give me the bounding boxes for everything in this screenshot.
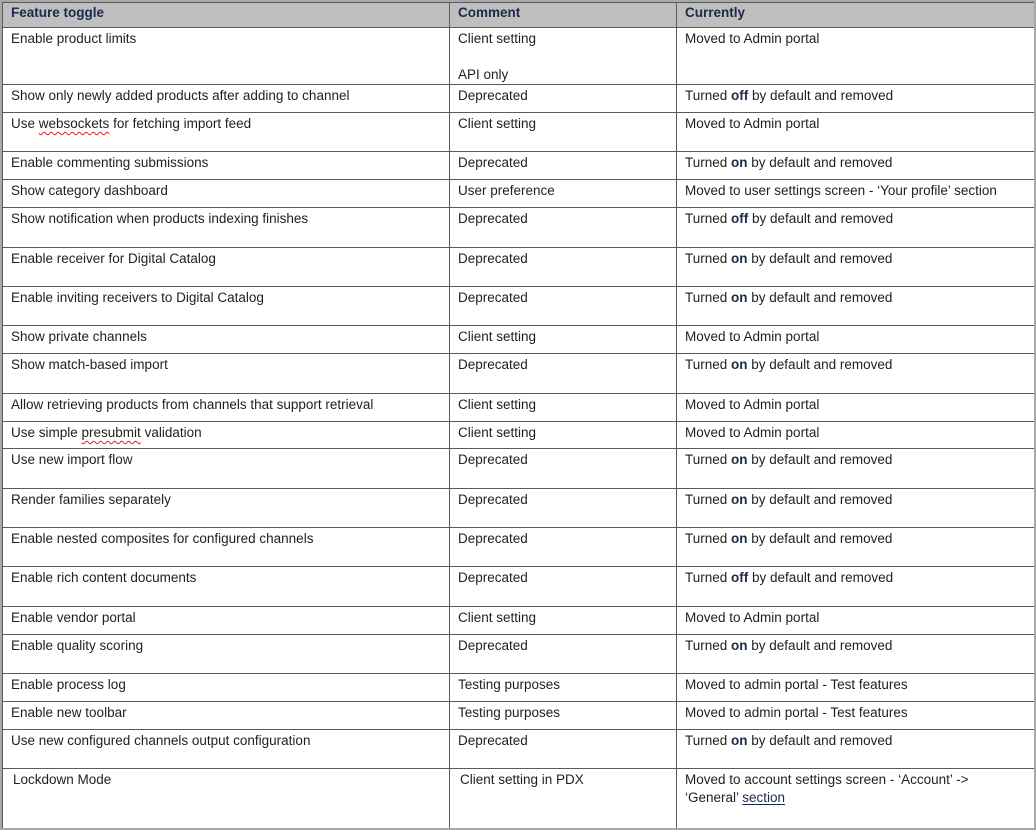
status-cell [677, 248, 1035, 287]
status-emphasis: on [731, 638, 748, 653]
status-text: by default and removed [748, 211, 894, 226]
feature-cell: Allow retrieving products from channels that support retrieval [3, 394, 450, 422]
feature-text: validation [140, 425, 202, 440]
status-cell: Moved to Admin portal [677, 607, 1035, 635]
comment-cell: Deprecated [450, 635, 677, 674]
header-feature-toggle: Feature toggle [3, 3, 450, 28]
feature-cell: Use new configured channels output configuration [3, 730, 450, 769]
status-text: by default and removed [747, 357, 893, 372]
table-row [3, 489, 1035, 528]
feature-cell: Enable commenting submissions [3, 152, 450, 180]
status-cell [677, 287, 1035, 326]
feature-cell: Enable vendor portal [3, 607, 450, 635]
table-row [3, 287, 1035, 326]
feature-cell: Show only newly added products after adding to channel [3, 85, 450, 113]
feature-cell: Use new import flow [3, 449, 450, 489]
status-cell [677, 208, 1035, 248]
status-text: by default and removed [747, 733, 893, 748]
document-page [2, 2, 1034, 828]
status-cell [677, 567, 1035, 607]
feature-cell: Show private channels [3, 326, 450, 354]
status-text: by default and removed [747, 638, 893, 653]
status-emphasis: on [731, 290, 748, 305]
comment-cell [450, 28, 677, 85]
table-row [3, 769, 1035, 829]
comment-cell: Client setting [450, 113, 677, 152]
table-row [3, 152, 1035, 180]
status-text: Turned [685, 88, 732, 103]
table-row [3, 528, 1035, 567]
status-emphasis: on [731, 733, 748, 748]
spellcheck-marked-word[interactable]: presubmit [81, 425, 141, 440]
table-row [3, 635, 1035, 674]
table-row [3, 354, 1035, 394]
status-cell [677, 635, 1035, 674]
table-row [3, 730, 1035, 769]
comment-cell: Testing purposes [450, 674, 677, 702]
status-cell: Moved to Admin portal [677, 422, 1035, 449]
feature-cell: Show match-based import [3, 354, 450, 394]
comment-cell: Deprecated [450, 354, 677, 394]
comment-cell: Deprecated [450, 85, 677, 113]
comment-cell: Deprecated [450, 489, 677, 528]
table-row [3, 248, 1035, 287]
table-row [3, 85, 1035, 113]
section-link[interactable]: section [742, 790, 786, 805]
feature-text: for fetching import feed [109, 116, 252, 131]
comment-cell: Deprecated [450, 449, 677, 489]
status-cell: Moved to Admin portal [677, 326, 1035, 354]
feature-cell: Render families separately [3, 489, 450, 528]
status-cell: Moved to admin portal - Test features [677, 674, 1035, 702]
status-emphasis: on [731, 251, 748, 266]
status-cell [677, 528, 1035, 567]
status-cell: Moved to Admin portal [677, 28, 1035, 85]
table-row [3, 702, 1035, 730]
feature-cell: Lockdown Mode [3, 769, 450, 829]
comment-cell: Client setting [450, 394, 677, 422]
status-text: ‘General’ [685, 790, 743, 805]
status-text: by default and removed [747, 155, 893, 170]
status-cell [677, 354, 1035, 394]
status-text: Turned [685, 290, 732, 305]
feature-cell: Enable new toolbar [3, 702, 450, 730]
status-text: Turned [685, 492, 732, 507]
table-row [3, 674, 1035, 702]
status-emphasis: off [731, 88, 749, 103]
status-emphasis: on [731, 452, 748, 467]
table-row [3, 113, 1035, 152]
comment-cell: Testing purposes [450, 702, 677, 730]
comment-cell: Client setting [450, 326, 677, 354]
feature-cell: Enable quality scoring [3, 635, 450, 674]
status-emphasis: off [731, 211, 749, 226]
comment-cell: Deprecated [450, 567, 677, 607]
status-text: Turned [685, 570, 732, 585]
status-text: Moved to account settings screen - ‘Account’ -> [685, 772, 969, 787]
feature-cell [3, 422, 450, 449]
table-row [3, 180, 1035, 208]
status-emphasis: on [731, 357, 748, 372]
feature-cell [3, 113, 450, 152]
status-emphasis: off [731, 570, 749, 585]
feature-cell: Enable inviting receivers to Digital Catalog [3, 287, 450, 326]
status-text: Turned [685, 357, 732, 372]
header-comment: Comment [450, 3, 677, 28]
status-cell [677, 489, 1035, 528]
comment-text: Client setting [458, 31, 537, 46]
status-text: Turned [685, 452, 732, 467]
table-row [3, 394, 1035, 422]
feature-toggle-table [2, 2, 1034, 828]
status-cell [677, 449, 1035, 489]
feature-text: Use simple [11, 425, 82, 440]
status-text: Turned [685, 211, 732, 226]
feature-cell: Enable receiver for Digital Catalog [3, 248, 450, 287]
status-text: Turned [685, 638, 732, 653]
status-emphasis: on [731, 531, 748, 546]
comment-cell: Deprecated [450, 528, 677, 567]
feature-cell: Enable nested composites for configured channels [3, 528, 450, 567]
status-cell: Moved to Admin portal [677, 113, 1035, 152]
feature-cell: Enable product limits [3, 28, 450, 85]
status-text: by default and removed [747, 492, 893, 507]
status-cell: Moved to admin portal - Test features [677, 702, 1035, 730]
table-row [3, 208, 1035, 248]
status-text: by default and removed [747, 531, 893, 546]
comment-extra-text: API only [458, 67, 509, 82]
feature-cell: Show notification when products indexing finishes [3, 208, 450, 248]
status-cell: Moved to user settings screen - ‘Your profile’ section [677, 180, 1035, 208]
comment-cell: Deprecated [450, 730, 677, 769]
status-cell [677, 152, 1035, 180]
header-currently: Currently [677, 3, 1035, 28]
status-cell [677, 769, 1035, 829]
status-text: Turned [685, 155, 732, 170]
status-text: by default and removed [747, 290, 893, 305]
feature-cell: Enable rich content documents [3, 567, 450, 607]
spellcheck-marked-word[interactable]: websockets [38, 116, 110, 131]
table-row [3, 449, 1035, 489]
status-text: by default and removed [748, 88, 894, 103]
comment-cell: Deprecated [450, 248, 677, 287]
table-header-row [3, 3, 1035, 28]
feature-text: Use [11, 116, 39, 131]
comment-cell: Client setting [450, 422, 677, 449]
comment-cell: Deprecated [450, 152, 677, 180]
status-text: Turned [685, 251, 732, 266]
status-text: Turned [685, 531, 732, 546]
status-cell [677, 730, 1035, 769]
feature-cell: Show category dashboard [3, 180, 450, 208]
status-text: by default and removed [747, 251, 893, 266]
table-row [3, 567, 1035, 607]
status-text: by default and removed [748, 570, 894, 585]
table-row [3, 326, 1035, 354]
comment-cell: Client setting [450, 607, 677, 635]
comment-cell: Deprecated [450, 287, 677, 326]
status-text: by default and removed [747, 452, 893, 467]
status-emphasis: on [731, 155, 748, 170]
status-cell: Moved to Admin portal [677, 394, 1035, 422]
feature-cell: Enable process log [3, 674, 450, 702]
status-cell [677, 85, 1035, 113]
comment-cell: User preference [450, 180, 677, 208]
table-row [3, 607, 1035, 635]
comment-cell: Client setting in PDX [450, 769, 677, 829]
status-text: Turned [685, 733, 732, 748]
status-emphasis: on [731, 492, 748, 507]
table-row [3, 28, 1035, 85]
comment-cell: Deprecated [450, 208, 677, 248]
table-row [3, 422, 1035, 449]
